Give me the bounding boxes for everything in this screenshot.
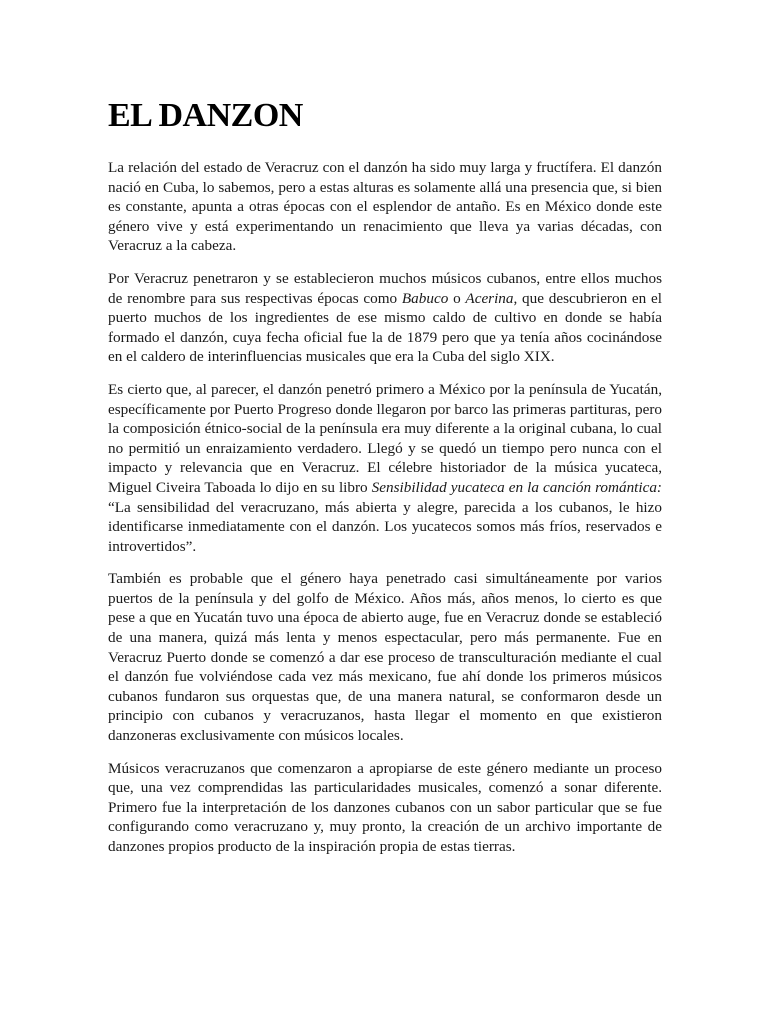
paragraph-text: Por Veracruz penetraron y se establecieron muchos músicos cubanos, entre ellos muchos de renombre para sus respectivas épocas como <box>108 269 662 307</box>
body-paragraph <box>108 269 662 367</box>
document-page <box>108 96 662 870</box>
paragraph-text: , que descubrieron en el puerto muchos de los ingredientes de ese mismo caldo de cultivo en donde se había formado el danzón, cuya fecha oficial fue la de 1879 pero que ya tenía años cocinándose en el caldero de interinfluencias musicales que era la Cuba del siglo XIX. <box>108 289 662 366</box>
body-paragraph <box>108 759 662 857</box>
paragraph-text: Músicos veracruzanos que comenzaron a apropiarse de este género mediante un proceso que, una vez comprendidas las particularidades musicales, comenzó a sonar diferente. Primero fue la interpretación de los danzones cubanos con un sabor particular que se fue configurando como veracruzano y, muy pronto, la creación de un archivo importante de danzones propios producto de la inspiración propia de estas tierras. <box>108 759 662 855</box>
paragraph-text: La relación del estado de Veracruz con el danzón ha sido muy larga y fructífera. El danzón nació en Cuba, lo sabemos, pero a estas alturas es solamente allá una presencia que, si bien es constante, apunta a otras épocas con el esplendor de antaño. Es en México donde este género vive y está experimentando un renacimiento que lleva ya varias décadas, con Veracruz a la cabeza. <box>108 159 662 255</box>
paragraph-text: También es probable que el género haya penetrado casi simultáneamente por varios puertos de la península y del golfo de México. Años más, años menos, lo cierto es que pese a que en Yucatán tuvo una época de abierto auge, fue en Veracruz donde se estableció de una manera, quizá más lenta y menos espectacular, pero más permanente. Fue en Veracruz Puerto donde se comenzó a dar ese proceso de transculturación mediante el cual el danzón fue volviéndose cada vez más mexicano, fue ahí donde los primeros músicos cubanos fundaron sus orquestas que, de una manera natural, se conformaron desde un principio con cubanos y veracruzanos, hasta llegar el momento en que existieron danzoneras exclusivamente con músicos locales. <box>108 570 662 745</box>
body-paragraph <box>108 569 662 745</box>
italic-text: Acerina <box>465 289 514 307</box>
body-paragraph <box>108 380 662 556</box>
paragraph-text: Es cierto que, al parecer, el danzón penetró primero a México por la península de Yucatán, específicamente por Puerto Progreso donde llegaron por barco las primeras partituras, pero la composición étnico-social de la península era muy diferente a la original cubana, lo cual no permitió un enraizamiento verdadero. Llegó y se quedó un tiempo pero nunca con el impacto y relevancia que en Veracruz. El célebre historiador de la música yucateca, Miguel Civeira Taboada lo dijo en su libro <box>108 380 662 496</box>
italic-text: Sensibilidad yucateca en la canción romántica: <box>371 478 662 496</box>
page-title: EL DANZON <box>108 97 303 134</box>
paragraph-text: o <box>448 289 466 307</box>
document-body <box>108 158 662 857</box>
italic-text: Babuco <box>401 289 449 307</box>
paragraph-text: “La sensibilidad del veracruzano, más abierta y alegre, parecida a los cubanos, le hizo identificarse inmediatamente con el danzón. Los yucatecos somos más fríos, reservados e introvertidos”. <box>108 498 662 555</box>
body-paragraph <box>108 158 662 256</box>
